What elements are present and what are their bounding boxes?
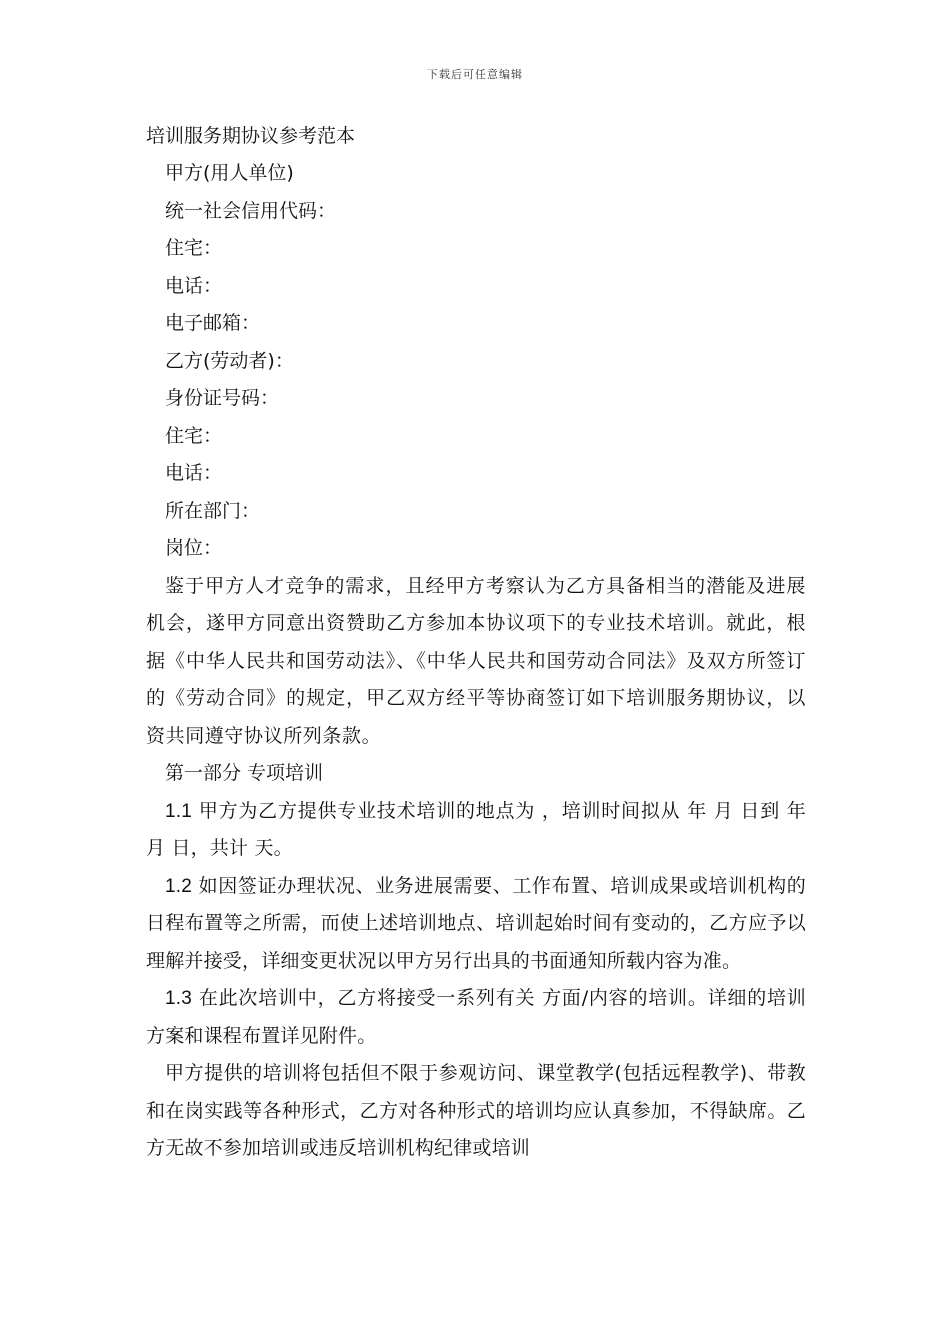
header-note: 下载后可任意编辑	[427, 68, 523, 81]
party-fields	[146, 155, 806, 568]
party-a-label: 甲方(用人单位)	[165, 162, 294, 184]
position-field: 岗位：	[165, 537, 223, 559]
party-b-address-field: 住宅：	[165, 424, 223, 447]
clause-number: 1.3	[165, 988, 193, 1009]
clause-number: 1.2	[165, 875, 193, 897]
document-body	[146, 118, 806, 1168]
preamble-paragraph: 鉴于甲方人才竞争的需求，且经甲方考察认为乙方具备相当的潜能及进展机会，遂甲方同意出资赞助乙方参加本协议项下的专业技术培训。就此，根据《中华人民共和国劳动法》、《中华人民共和国劳动合同法》及双方所签订的《劳动合同》的规定，甲乙双方经平等协商签订如下培训服务期协议，以资共同遵守协议所列条款。	[146, 574, 806, 747]
clause-1-1	[146, 793, 806, 868]
department-field: 所在部门：	[165, 499, 261, 522]
section-heading: 第一部分 专项培训	[165, 762, 324, 784]
party-b-phone-field: 电话：	[165, 462, 223, 484]
clause-number: 1.1	[165, 800, 193, 822]
party-a-email-field: 电子邮箱：	[165, 312, 261, 334]
clause-text: 如因签证办理状况、业务进展需要、工作布置、培训成果或培训机构的日程布置等之所需，而使上述培训地点、培训起始时间有变动的，乙方应予以理解并接受，详细变更状况以甲方另行出具的书面通知所载内容为准。	[146, 874, 806, 972]
credit-code-field: 统一社会信用代码：	[165, 199, 337, 222]
clause-text: 甲方为乙方提供专业技术培训的地点为 ，培训时间拟从 年 月 日到 年 月 日，共计 天。	[146, 799, 806, 859]
party-a-phone-field: 电话：	[165, 274, 223, 297]
party-b-label: 乙方(劳动者)：	[165, 349, 294, 372]
clause-1-2	[146, 868, 806, 981]
clause-1-3	[146, 980, 806, 1055]
party-a-address-field: 住宅：	[165, 237, 223, 259]
id-number-field: 身份证号码：	[165, 387, 280, 409]
closing-paragraph: 甲方提供的培训将包括但不限于参观访问、课堂教学(包括远程教学)、带教和在岗实践等各种形式，乙方对各种形式的培训均应认真参加，不得缺席。乙方无故不参加培训或违反培训机构纪律或培训	[146, 1062, 806, 1159]
clause-text: 在此次培训中，乙方将接受一系列有关 方面/内容的培训。详细的培训方案和课程布置详见附件。	[146, 987, 806, 1047]
document-title: 培训服务期协议参考范本	[146, 125, 356, 147]
